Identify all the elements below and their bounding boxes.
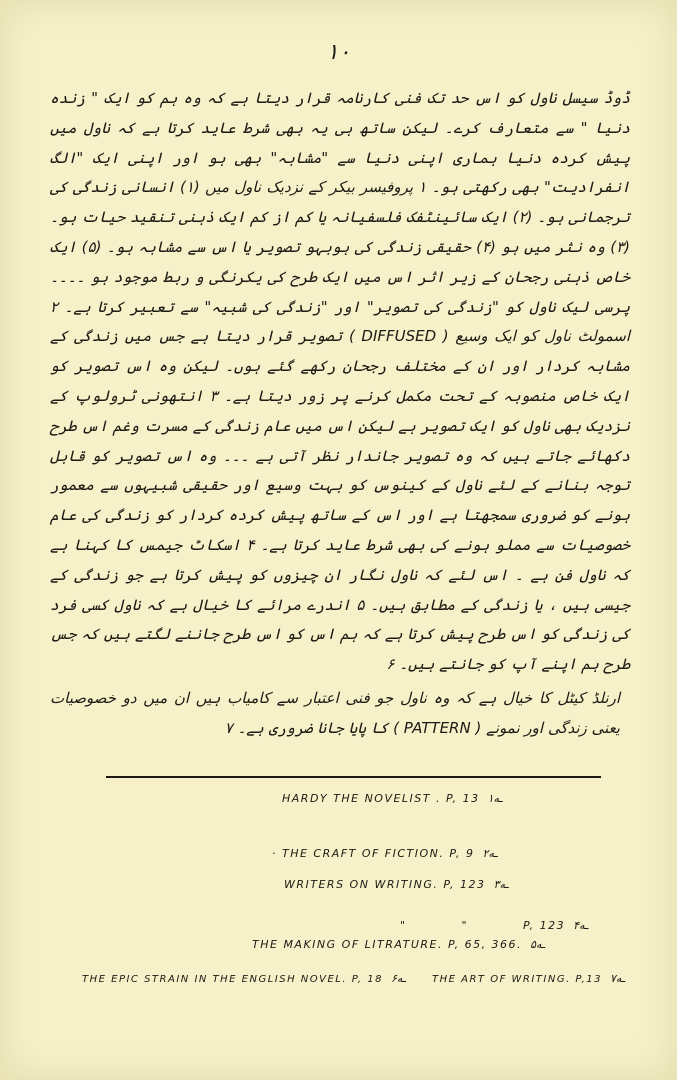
- footnote: [82, 972, 406, 985]
- footnote-text: THE EPIC STRAIN IN THE ENGLISH NOVEL. P, 18: [82, 974, 383, 985]
- footnote-mark: ۷ـه: [610, 972, 626, 985]
- footnote-text: HARDY THE NOVELIST . P, 13: [282, 792, 480, 805]
- paragraph: ارنلڈ کیٹل کا خیال ہے کہ وہ ناول جو فنی اعتبار سے کامیاب ہیں ان میں دو خصوصیات یعنی زندگی اور نمونے ( PATTERN ) کا پایا جانا ضروری ہے۔ ۷: [50, 688, 620, 737]
- footnote-text: " " P, 123: [399, 919, 566, 932]
- footnote: [252, 938, 545, 951]
- footnote: [272, 847, 498, 860]
- body-text: [50, 84, 630, 744]
- paragraph: ڈوڈ سیسل ناول کو اس حد تک فنی کارنامہ قرار دیتا ہے کہ وہ ہم کو ایک " زندہ دنیا " سے متعارف کرے۔ لیکن ساتھ ہی یہ بھی شرط عاید کرتا ہے کہ ناول میں پیش کردہ دنیا ہماری اپنی دنیا سے "مشابہ" بھی ہو اور اپنی ایک "الگ انفرادیت" بھی رکھتی ہو۔ ۱ پروفیسر بیکر کے نزدیک ناول میں (۱) انسانی زندگی کی ترجمانی ہو۔ (۲) ایک سائینٹفک فلسفیانہ یا کم از کم ایک ذہنی تنقید حیات ہو۔ (۳) وہ نثر میں ہو (۴) حقیقی زندگی کی ہوبہو تصویر یا اس سے مشابہ ہو۔ (۵) ایک خاص ذہنی رجحان کے زیر اثر اس میں ایک طرح کی یکرنگی و ربط موجود ہو ۔۔۔۔ پرسی لیک ناول کو "زندگی کی تصویر" اور "زندگی کی شبیہ" سے تعبیر کرتا ہے۔ ۲ اسمولٹ ناول کو ایک وسیع ( DIFFUSED ) تصویر قرار دیتا ہے جس میں زندگی کے مشابہ کردار اور ان کے مختلف رجحان رکھے گئے ہوں۔ لیکن وہ اس تصویر کو ایک خاص منصوبہ کے تحت مکمل کرنے پر زور دیتا ہے۔ ۳ انتھونی ٹرولوپ کے نزدیک بھی ناول کو ایک تصویر ہے لیکن اس میں عام زندگی کے مسرت وغم اس طرح دکھائے جاتے ہیں کہ وہ تصویر جاندار نظر آتی ہے ۔۔۔ وہ اس تصویر کو قابل توجہ بنانے کے لئے ناول کے کینوس کو بہت وسیع اور حقیقی شبیہوں سے معمور ہونے کو ضروری سمجھتا ہے اور اس کے ساتھ پیش کردہ کردار کو زندگی کی عام خصوصیات سے مملو ہونے کی بھی شرط عاید کرتا ہے۔ ۴ اسکاٹ جیمس کا کہنا ہے کہ ناول فن ہے ۔ اس لئے کہ ناول نگار ان چیزوں کو پیش کرتا ہے جو زندگی کے جیسی ہیں ، یا زندگی کے مطابق ہیں۔ ۵ اندرے مرائے کا خیال ہے کہ ناول کسی فرد کی زندگی کو اس طرح پیش کرتا ہے کہ ہم اس کو اس طرح جاننے لگتے ہیں کہ جس طرح ہم اپنے آپ کو جانتے ہیں۔ ۶: [50, 89, 631, 674]
- footnote-mark: ۱ـه: [487, 792, 503, 805]
- footnote-text: WRITERS ON WRITING. P, 123: [284, 878, 486, 891]
- footnote-mark: ۶ـه: [390, 972, 407, 985]
- footnote-text: THE ART OF WRITING. P,13: [432, 974, 602, 985]
- footnote: [284, 878, 509, 891]
- footnote: [282, 792, 503, 805]
- footnote-text: THE MAKING OF LITRATURE. P, 65, 366.: [252, 938, 523, 951]
- footnote-mark: ۵ـه: [530, 938, 546, 951]
- footnote-text: · THE CRAFT OF FICTION. P, 9: [272, 847, 475, 860]
- footnote: [432, 972, 625, 985]
- footnote-divider: [106, 776, 601, 778]
- footnote-mark: ۳ـه: [493, 878, 509, 891]
- footnote-mark: ۲ـه: [482, 847, 498, 860]
- page-number: ۱۰: [326, 40, 351, 65]
- footnote-mark: ۴ـه: [573, 919, 589, 932]
